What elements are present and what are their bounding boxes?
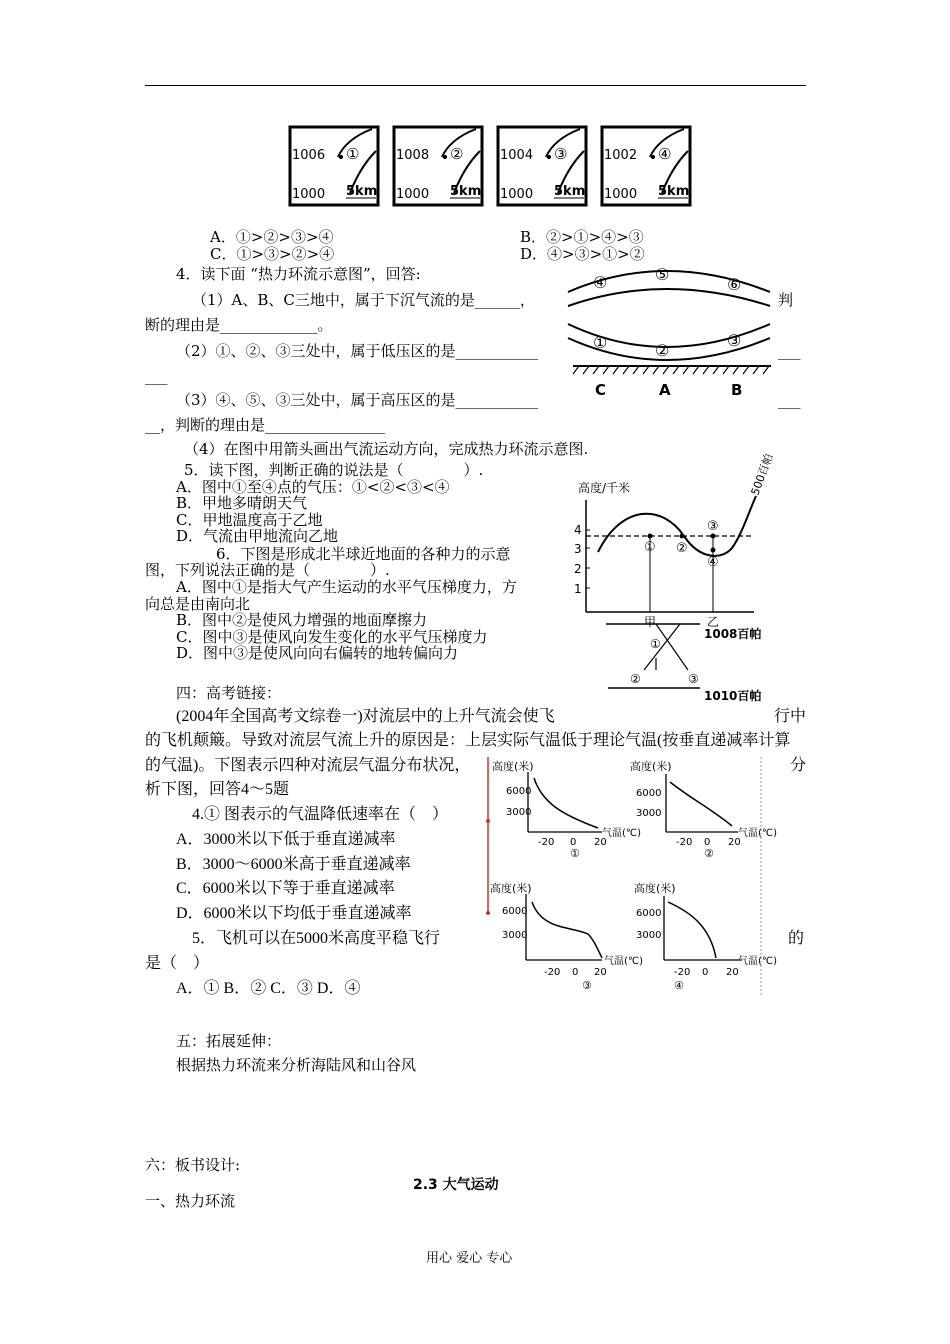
q4-part2-line1: （2）①、②、③三处中，属于低压区的是___________ — [176, 342, 539, 360]
temp-chart-xlabel: 气温(℃) — [738, 828, 778, 839]
q4-part2-line1-end: ___ — [778, 342, 801, 360]
isobar-maps — [285, 124, 700, 214]
section5-body: 根据热力环流来分析海陆风和山谷风 — [176, 1056, 417, 1074]
temp-chart-ylabel: 高度(米) — [492, 760, 534, 773]
temp-chart-ylabel: 高度(米) — [490, 882, 532, 895]
q4-part1-line2: 断的理由是_____________。 — [145, 316, 333, 334]
q5-option-c: C．甲地温度高于乙地 — [176, 511, 323, 529]
temp-chart-ytick: 6000 — [636, 788, 662, 799]
q3-option-d: D．④>③>①>② — [520, 245, 645, 263]
q5-stem: 5．读下图，判断正确的说法是（ ）. — [184, 461, 484, 479]
temp-chart-xlabel: 气温(℃) — [604, 956, 644, 967]
q4-part1-line1-end: 判 — [778, 291, 794, 309]
temp-chart-ytick: 3000 — [502, 930, 528, 941]
force-label-1: ① — [650, 637, 661, 651]
q5-option-d: D．气流由甲地流向乙地 — [176, 527, 339, 545]
x-label-yi: 乙 — [707, 615, 720, 629]
lower-label-1: ① — [593, 333, 608, 352]
temp-chart-1 — [492, 759, 641, 860]
upper-label-6: ⑥ — [727, 275, 742, 294]
top-isobar-label: 1008百帕 — [704, 627, 762, 641]
q3-option-b: B．②>①>④>③ — [520, 228, 644, 246]
y-axis-label: 高度/千米 — [578, 481, 631, 495]
section4-line1: (2004年全国高考文综卷一)对流层中的上升气流会使飞 — [176, 708, 555, 725]
q6-stem-line1: 6．下图是形成北半球近地面的各种力的示意 — [216, 545, 511, 563]
temp-chart-xtick: -20 — [538, 837, 555, 848]
q4-part3-line1-end: ___ — [778, 391, 801, 409]
q6-stem-line2: 图，下列说法正确的是（ ）. — [145, 561, 390, 579]
section4-line3-end: 分 — [790, 757, 807, 774]
temp-chart-xtick: 20 — [594, 967, 607, 978]
q6-option-a-line2: 向总是由南向北 — [145, 595, 251, 613]
section4-q4-option-d: D．6000米以下均低于垂直递减率 — [176, 905, 412, 922]
q5-option-a: A．图中①至④点的气压：①<②<③<④ — [176, 478, 450, 496]
temp-chart-xtick: -20 — [676, 837, 693, 848]
temp-chart-xtick: 0 — [704, 837, 711, 848]
bottom-isobar-label: 1010百帕 — [704, 689, 762, 703]
section5-title: 五：拓展延伸： — [176, 1032, 282, 1050]
temp-chart-ytick: 3000 — [636, 930, 662, 941]
temp-chart-xlabel: 气温(℃) — [738, 956, 778, 967]
temp-chart-id: ② — [704, 847, 714, 860]
section4-title: 四：高考链接： — [176, 684, 282, 702]
lower-label-3: ③ — [727, 331, 742, 350]
q4-stem: 4．读下面 “热力环流示意图”，回答: — [176, 265, 421, 283]
temp-chart-xtick: -20 — [544, 967, 561, 978]
section4-q4-option-a: A．3000米以下低于垂直递减率 — [176, 831, 396, 848]
q4-part3-line1: （3）④、⑤、③三处中，属于高压区的是___________ — [176, 391, 539, 409]
section4-q5-stem-end: 的 — [788, 930, 805, 947]
isobar-top-label: 1008 — [396, 148, 430, 163]
temp-chart-ytick: 6000 — [506, 786, 532, 797]
isobar-bottom-label: 1000 — [604, 187, 638, 202]
pressure-height-chart — [572, 452, 792, 636]
isobar-bottom-label: 1000 — [500, 187, 534, 202]
temp-chart-id: ① — [570, 847, 580, 860]
isobar-bottom-label: 1000 — [396, 187, 430, 202]
section4-line1-end: 行中 — [774, 708, 807, 725]
ground-label-b: B — [731, 381, 743, 399]
upper-label-4: ④ — [593, 273, 608, 292]
temp-chart-ytick: 3000 — [636, 808, 662, 819]
header-rule — [145, 85, 806, 86]
isobar-top-label: 1002 — [604, 148, 638, 163]
temp-chart-2 — [630, 759, 777, 860]
section4-q5-stem: 5．飞机可以在5000米高度平稳飞行 — [192, 930, 441, 947]
section6-center-title: 2.3 大气运动 — [413, 1177, 499, 1193]
page-footer: 用心 爱心 专心 — [426, 1251, 513, 1266]
isobar-top-label: 1004 — [500, 148, 534, 163]
section4-line3: 的气温)。下图表示四种对流层气温分布状况， — [145, 757, 471, 774]
isobar-point-label: ① — [346, 145, 360, 163]
point-1: ① — [644, 540, 656, 555]
curve-label: 500百帕 — [748, 452, 776, 498]
temp-chart-xtick: 0 — [572, 967, 579, 978]
section6-title: 六：板书设计: — [145, 1156, 241, 1174]
force-diagram — [600, 616, 770, 706]
temp-chart-xtick: 20 — [726, 967, 739, 978]
q4-part4: （4）在图中用箭头画出气流运动方向，完成热力环流示意图. — [184, 440, 589, 458]
point-3: ③ — [707, 519, 719, 534]
y-tick-2: 2 — [574, 562, 582, 576]
temp-chart-ytick: 6000 — [636, 908, 662, 919]
q6-option-b: B．图中②是使风力增强的地面摩擦力 — [176, 611, 428, 629]
point-4: ④ — [707, 555, 719, 570]
temp-chart-xtick: 0 — [570, 837, 577, 848]
temp-chart-xtick: 20 — [728, 837, 741, 848]
temp-chart-xtick: -20 — [674, 967, 691, 978]
q5-option-b: B．甲地多晴朗天气 — [176, 494, 308, 512]
force-label-2: ② — [630, 672, 641, 686]
section4-q4-stem: 4.① 图表示的气温降低速率在（ ） — [192, 806, 449, 823]
section4-q5-line2: 是（ ） — [145, 955, 210, 972]
temp-chart-ytick: 3000 — [506, 807, 532, 818]
ground-hatching — [573, 366, 769, 374]
isobar-top-label: 1006 — [292, 148, 326, 163]
isobar-point-label: ③ — [554, 145, 568, 163]
section4-line2: 的飞机颠簸。导致对流层气流上升的原因是：上层实际气温低于理论气温(按垂直递减率计算 — [145, 732, 791, 749]
section4-q5-options: A．① B．② C．③ D．④ — [176, 980, 361, 997]
y-tick-1: 1 — [574, 582, 582, 596]
temp-chart-3 — [490, 881, 643, 992]
temp-chart-id: ③ — [582, 979, 592, 992]
scale-label: 5km — [450, 184, 482, 199]
thermal-circulation-diagram — [565, 262, 775, 402]
q4-part1-line1: （1）A、B、C三地中，属于下沉气流的是______， — [192, 291, 535, 309]
lower-label-2: ② — [655, 341, 670, 360]
temp-chart-ytick: 6000 — [502, 906, 528, 917]
x-label-jia: 甲 — [644, 615, 657, 629]
isobar-map-4 — [602, 127, 690, 205]
isobar-point-label: ④ — [658, 145, 672, 163]
scale-label: 5km — [658, 184, 690, 199]
section6-sub1: 一、热力环流 — [145, 1192, 236, 1210]
isobar-point-label: ② — [450, 145, 464, 163]
temp-chart-xtick: 0 — [702, 967, 709, 978]
ground-label-c: C — [595, 381, 607, 399]
isobar-map-3 — [498, 127, 586, 205]
q3-option-a: A．①>②>③>④ — [210, 228, 334, 246]
force-label-3: ③ — [688, 672, 699, 686]
isobar-map-2 — [394, 127, 482, 205]
temp-chart-xtick: 20 — [594, 837, 607, 848]
q3-option-c: C．①>③>②>④ — [210, 245, 335, 263]
isobar-bottom-label: 1000 — [292, 187, 326, 202]
temp-chart-xlabel: 气温(℃) — [602, 828, 642, 839]
ground-label-a: A — [659, 381, 671, 399]
section4-q4-option-c: C．6000米以下等于垂直递减率 — [176, 880, 395, 897]
temp-chart-id: ④ — [674, 979, 684, 992]
q6-option-c: C．图中③是使风向发生变化的水平气压梯度力 — [176, 628, 488, 646]
temp-chart-ylabel: 高度(米) — [634, 882, 676, 895]
section4-q4-option-b: B．3000～6000米高于垂直递减率 — [176, 856, 411, 873]
section4-line4: 析下图，回答4～5题 — [145, 781, 290, 798]
temperature-profile-charts — [490, 756, 780, 996]
isobar-map-1 — [290, 127, 378, 205]
scale-label: 5km — [554, 184, 586, 199]
q6-option-d: D．图中③是使风向向右偏转的地转偏向力 — [176, 644, 459, 662]
temp-chart-4 — [634, 881, 777, 992]
upper-label-5: ⑤ — [655, 265, 670, 284]
temp-chart-ylabel: 高度(米) — [630, 760, 672, 773]
y-tick-3: 3 — [574, 542, 582, 556]
point-2: ② — [676, 541, 688, 556]
q4-part3-line2: __，判断的理由是________________ — [145, 416, 386, 434]
q4-part2-line2: ___ — [145, 367, 168, 385]
q6-option-a-line1: A．图中①是指大气产生运动的水平气压梯度力，方 — [176, 578, 517, 596]
scale-label: 5km — [346, 184, 378, 199]
y-tick-4: 4 — [574, 523, 582, 537]
